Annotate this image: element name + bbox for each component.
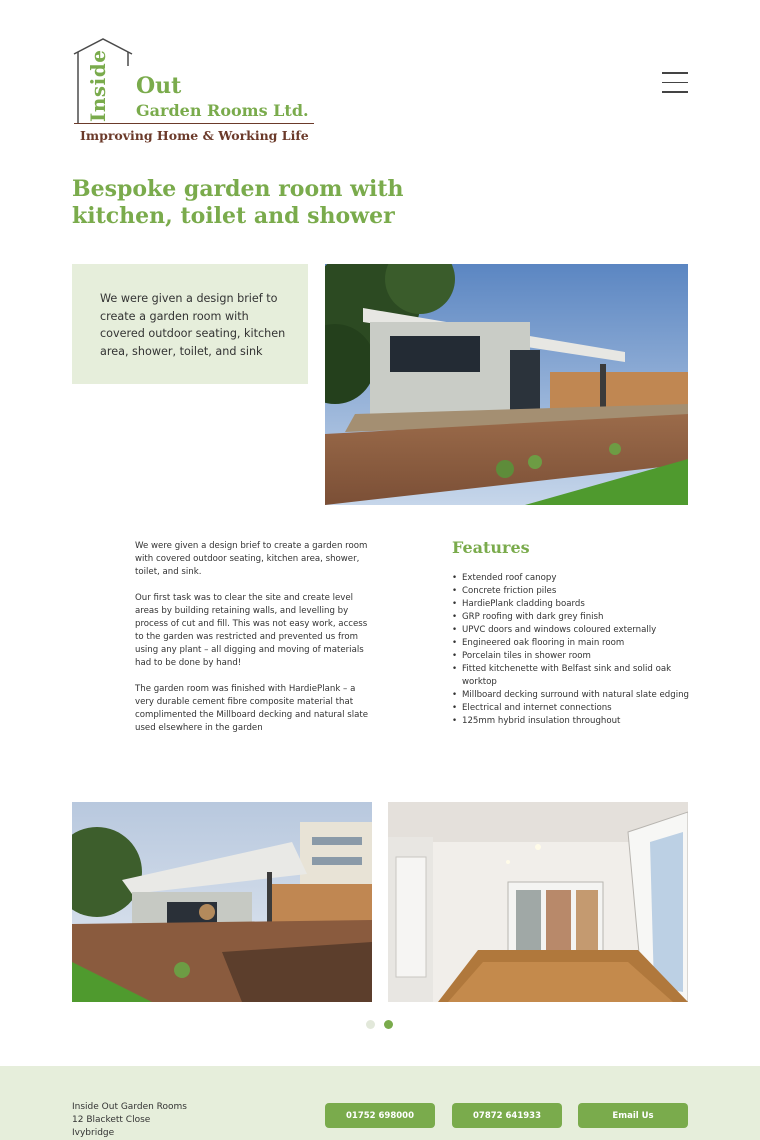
carousel-dot[interactable] — [366, 1020, 375, 1029]
feature-item: • 125mm hybrid insulation throughout — [452, 715, 692, 728]
address-line: 12 Blackett Close — [72, 1115, 151, 1125]
menu-bar — [662, 72, 688, 74]
footer — [0, 1066, 760, 1140]
feature-item: • Porcelain tiles in shower room — [452, 650, 692, 663]
carousel-dot-active[interactable] — [384, 1020, 393, 1029]
feature-item: • Engineered oak flooring in main room — [452, 637, 692, 650]
address-line: Ivybridge — [72, 1128, 115, 1138]
feature-item: • UPVC doors and windows coloured externally — [452, 624, 692, 637]
footer-address — [72, 1101, 187, 1140]
logo-tagline: Improving Home & Working Life — [80, 128, 309, 143]
gallery-photo-exterior[interactable] — [72, 802, 372, 1002]
features-section — [452, 538, 692, 728]
hamburger-menu-icon[interactable] — [662, 72, 690, 96]
menu-bar — [662, 82, 688, 84]
menu-bar — [662, 91, 688, 93]
logo-inside-text: Inside — [86, 49, 110, 122]
feature-item: • Concrete friction piles — [452, 585, 692, 598]
intro-panel — [72, 264, 308, 384]
address-line: Inside Out Garden Rooms — [72, 1102, 188, 1112]
hero-photo — [325, 264, 688, 505]
description-paragraph: We were given a design brief to create a garden room with covered outdoor seating, kitchen area, shower, toilet, and sink. — [135, 541, 368, 577]
description-paragraph: The garden room was finished with HardiePlank – a very durable cement fibre composite material that complimented the Millboard decking and natural slate used elsewhere in the garden — [135, 684, 369, 733]
gallery-photo-interior[interactable] — [388, 802, 688, 1002]
phone-button-landline[interactable]: 01752 698000 — [325, 1103, 435, 1128]
logo-out-text: Out — [136, 73, 182, 99]
company-logo[interactable] — [72, 36, 322, 151]
feature-item: • Millboard decking surround with natural slate edging — [452, 689, 692, 702]
email-button[interactable]: Email Us — [578, 1103, 688, 1128]
logo-company-text: Garden Rooms Ltd. — [136, 101, 309, 120]
features-list — [452, 572, 692, 728]
feature-item: • GRP roofing with dark grey finish — [452, 611, 692, 624]
feature-item: • Electrical and internet connections — [452, 702, 692, 715]
feature-item: • HardiePlank cladding boards — [452, 598, 692, 611]
page-title: Bespoke garden room with kitchen, toilet and shower — [72, 176, 404, 229]
phone-button-mobile[interactable]: 07872 641933 — [452, 1103, 562, 1128]
feature-item: • Fitted kitchenette with Belfast sink and solid oak worktop — [452, 663, 692, 689]
logo-divider — [74, 123, 314, 124]
feature-item: • Extended roof canopy — [452, 572, 692, 585]
project-description — [135, 540, 375, 748]
features-heading: Features — [452, 538, 530, 557]
intro-text: We were given a design brief to create a garden room with covered outdoor seating, kitchen area, shower, toilet, and sink — [100, 292, 286, 358]
description-paragraph: Our first task was to clear the site and create level areas by building retaining walls, and levelling by process of cut and fill. This was not easy work, access to the garden was restricted and prevented us from using any plant – all digging and moving of materials had to be done by hand! — [135, 593, 368, 668]
